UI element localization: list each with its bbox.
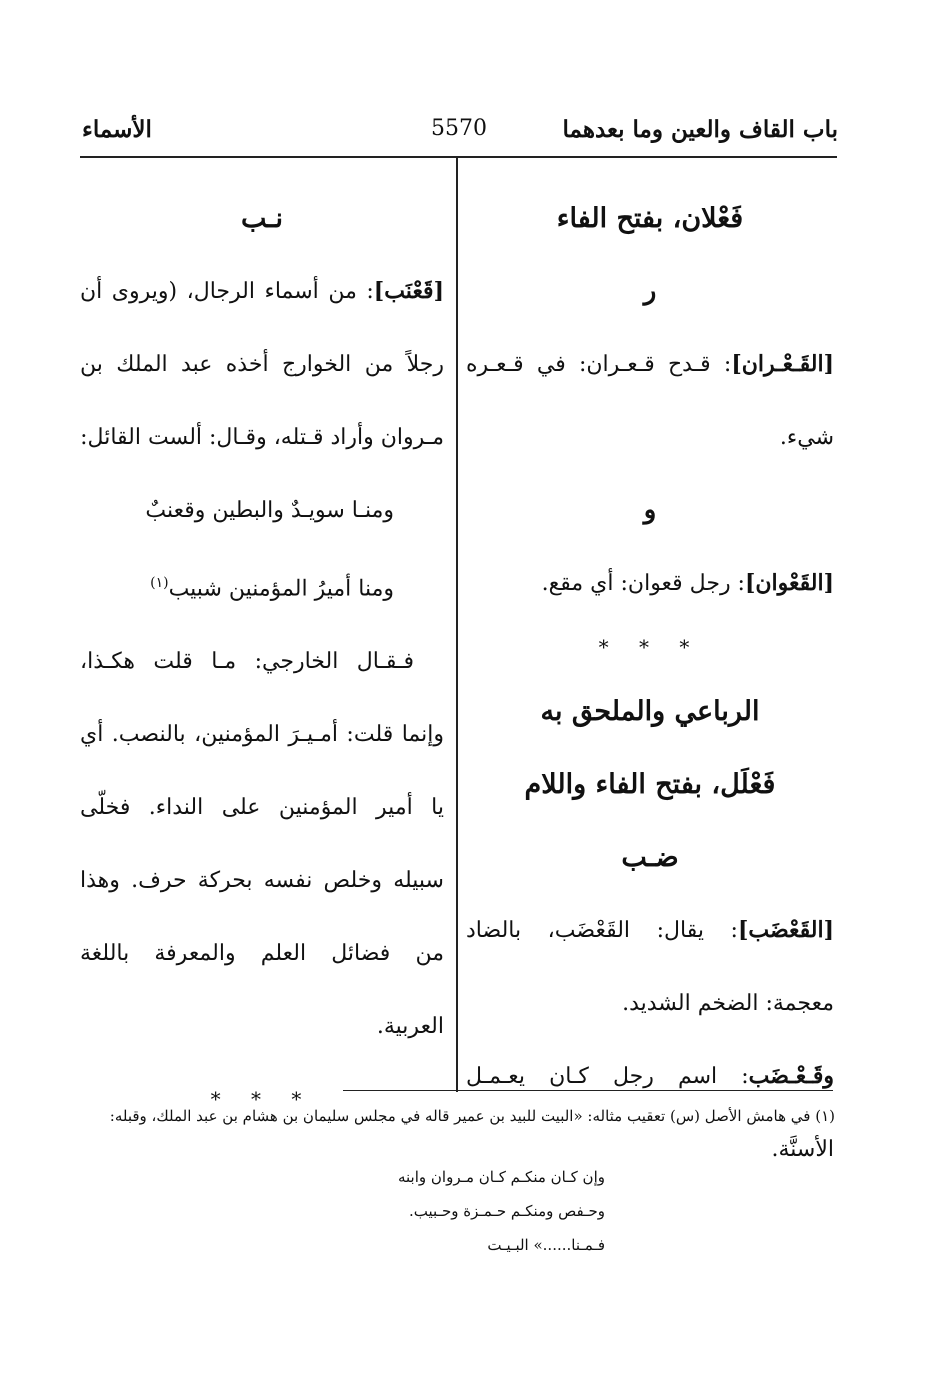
header-divider [80,156,837,158]
entry-qawan [466,547,834,620]
footnote-verse-line: وحـفص ومنكـم حـمـزة وحـبيب. [409,1202,605,1220]
footnote-text: (١) في هامش الأصل (س) تعقيب مثاله: «البيت للبيد بن عمير قاله في مجلس سليمان بن هشام بن عبد الملك، وقبله: [109,1107,835,1125]
entry-term: وقَـعْـضَب [748,1063,834,1089]
footnote-divider [343,1090,833,1091]
footnote-verse-line: وإن كـان منكـم كـان مـروان وابنه [397,1168,605,1186]
section-heading: الرباعي والملحق به [540,696,760,727]
footnote-reference: (١) [150,575,169,591]
header-section-title: الأسماء [82,116,152,143]
right-column [466,182,834,1186]
footnote-verse-line: فـمـنا......» البـيـت [487,1236,605,1254]
page-number: 5570 [431,116,487,141]
poem-verse [80,547,444,625]
header-chapter-title: باب القاف والعين وما بعدهما [562,116,838,143]
entry-term: [القَـعْـران] [731,351,834,377]
section-heading: فَعْلان، بفتح الفاء [556,203,744,234]
root-heading: ضـب [621,842,679,873]
entry-term: [القَعْضَب] [737,917,834,943]
entry-qaaran [466,328,834,474]
story-text: فـقـال الخارجي: مـا قلت هكـذا، وإنما قلت: أمـيـرَ المؤمنين، بالنصب. أي يا أمير المؤمنين على النداء. فخلّى سبيله وخلص نفسه بحركة حرف. وهذا من فضائل العلم والمعرفة باللغة العربية. [80,649,444,1040]
poem-verse: ومنـا سويـدٌ والبطين وقعنبٌ [145,498,394,523]
verse-text: ومنا أميرُ المؤمنين شبيب [168,576,394,602]
entry-text: : رجل قعوان: أي مقع. [541,571,745,596]
section-separator: * * * [598,635,702,659]
entry-text: : اسم رجل كـان يعـمـل الأسنَّة. [466,1064,834,1162]
section-heading: فَعْلَل، بفتح الفاء واللام [524,769,776,800]
footnote-verse [300,1160,605,1262]
root-heading: نـب [241,203,283,234]
root-letter-w: و [643,495,657,525]
footnote [80,1102,835,1130]
section-separator: * * * [210,1087,314,1112]
entry-text: : من أسماء الرجال، (ويروى أن رجلاً من الخوارج أخذه عبد الملك بن مـروان وأراد قـتله، وقـال: ألست القائل: [80,279,444,450]
entry-qadab [466,894,834,1040]
root-letter-r: ر [643,276,657,306]
column-divider [456,158,458,1092]
entry-qanab [80,255,444,474]
entry-text: : يقال: القَعْضَب، بالضاد معجمة: الضخم الشديد. [466,918,834,1016]
left-column [80,182,444,1136]
entry-term: [القَعْوان] [744,570,834,596]
entry-term: [قَعْنَب] [373,278,444,304]
entry-text: : قـدح قـعـران: في قـعـره شيء. [466,352,834,450]
